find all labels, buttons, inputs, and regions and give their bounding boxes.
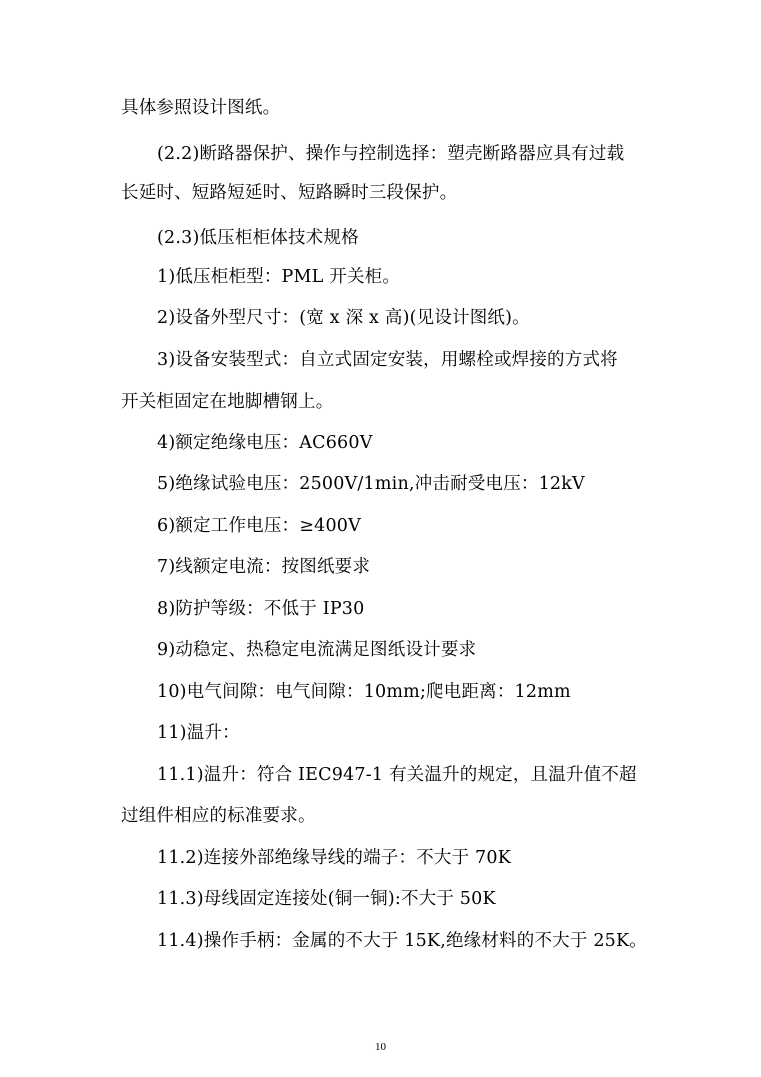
text-line: (2.2)断路器保护、操作与控制选择：塑壳断路器应具有过载 <box>157 144 625 164</box>
text-line: 10)电气间隙：电气间隙：10mm;爬电距离：12mm <box>157 682 571 702</box>
text-line: 具体参照设计图纸。 <box>121 98 281 118</box>
text-line: 11.2)连接外部绝缘导线的端子：不大于 70K <box>157 848 511 868</box>
text-line: 7)线额定电流：按图纸要求 <box>157 557 371 577</box>
text-line: 6)额定工作电压：≥400V <box>157 516 361 536</box>
page-number: 10 <box>375 1041 386 1053</box>
text-line: 8)防护等级：不低于 IP30 <box>157 599 365 619</box>
text-line: 长延时、短路短延时、短路瞬时三段保护。 <box>121 183 458 203</box>
text-line: 4)额定绝缘电压：AC660V <box>157 433 373 453</box>
text-line: 11)温升： <box>157 723 240 743</box>
text-line: 9)动稳定、热稳定电流满足图纸设计要求 <box>157 640 477 660</box>
text-line: 11.3)母线固定连接处(铜一铜):不大于 50K <box>157 889 496 909</box>
text-line: 2)设备外型尺寸：(宽 x 深 x 高)(见设计图纸)。 <box>157 308 530 328</box>
text-line: 5)绝缘试验电压：2500V/1min,冲击耐受电压：12kV <box>157 474 585 494</box>
text-line: 11.4)操作手柄：金属的不大于 15K,绝缘材料的不大于 25K。 <box>157 931 647 951</box>
text-line: 开关柜固定在地脚槽钢上。 <box>121 392 334 412</box>
text-line: (2.3)低压柜柜体技术规格 <box>157 228 359 248</box>
text-line: 3)设备安装型式：自立式固定安装，用螺栓或焊接的方式将 <box>157 350 618 370</box>
text-line: 过组件相应的标准要求。 <box>121 806 316 826</box>
text-line: 11.1)温升：符合 IEC947-1 有关温升的规定，且温升值不超 <box>157 765 637 785</box>
text-line: 1)低压柜柜型：PML 开关柜。 <box>157 267 401 287</box>
